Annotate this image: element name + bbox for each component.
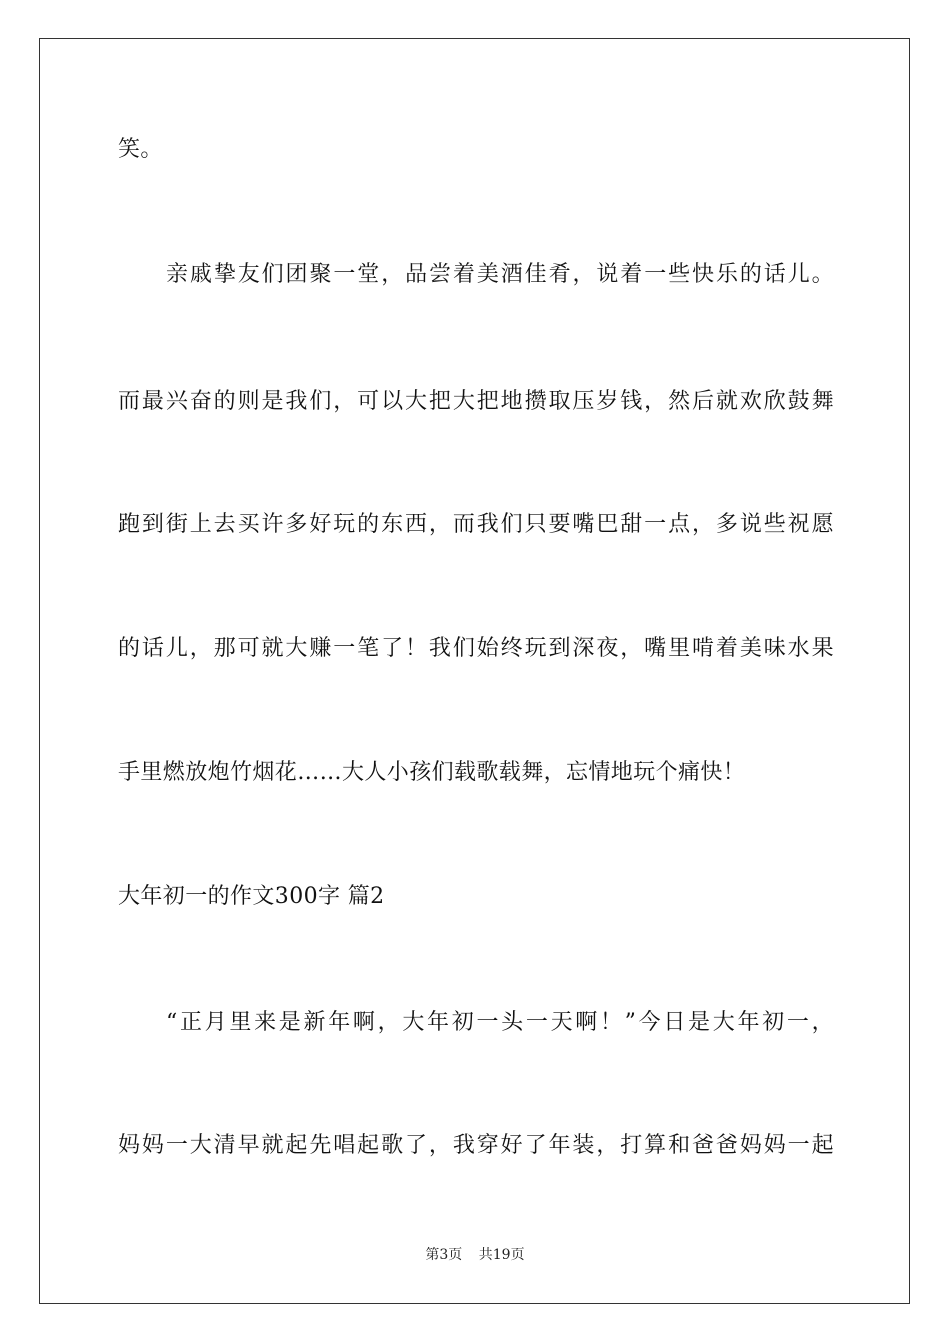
page-total: 共19页 — [478, 1247, 525, 1263]
text-line-6: 手里燃放炮竹烟花……大人小孩们载歌载舞，忘情地玩个痛快！ — [118, 760, 746, 785]
page-number: 第3页 — [425, 1247, 463, 1263]
text-line-4: 跑到街上去买许多好玩的东西，而我们只要嘴巴甜一点，多说些祝愿 — [118, 512, 834, 537]
page-border — [39, 38, 910, 1304]
page-footer — [0, 1245, 950, 1265]
text-line-9: 妈妈一大清早就起先唱起歌了，我穿好了年装，打算和爸爸妈妈一起 — [118, 1133, 834, 1158]
text-line-8: “正月里来是新年啊，大年初一头一天啊！”今日是大年初一， — [166, 1010, 834, 1035]
text-line-1: 笑。 — [118, 137, 163, 162]
text-line-5: 的话儿，那可就大赚一笔了！我们始终玩到深夜，嘴里啃着美味水果 — [118, 636, 834, 661]
section-heading: 大年初一的作文300字 篇2 — [118, 884, 385, 909]
text-line-3: 而最兴奋的则是我们，可以大把大把地攒取压岁钱，然后就欢欣鼓舞 — [118, 389, 834, 414]
text-line-2: 亲戚挚友们团聚一堂，品尝着美酒佳肴，说着一些快乐的话儿。 — [166, 262, 834, 287]
